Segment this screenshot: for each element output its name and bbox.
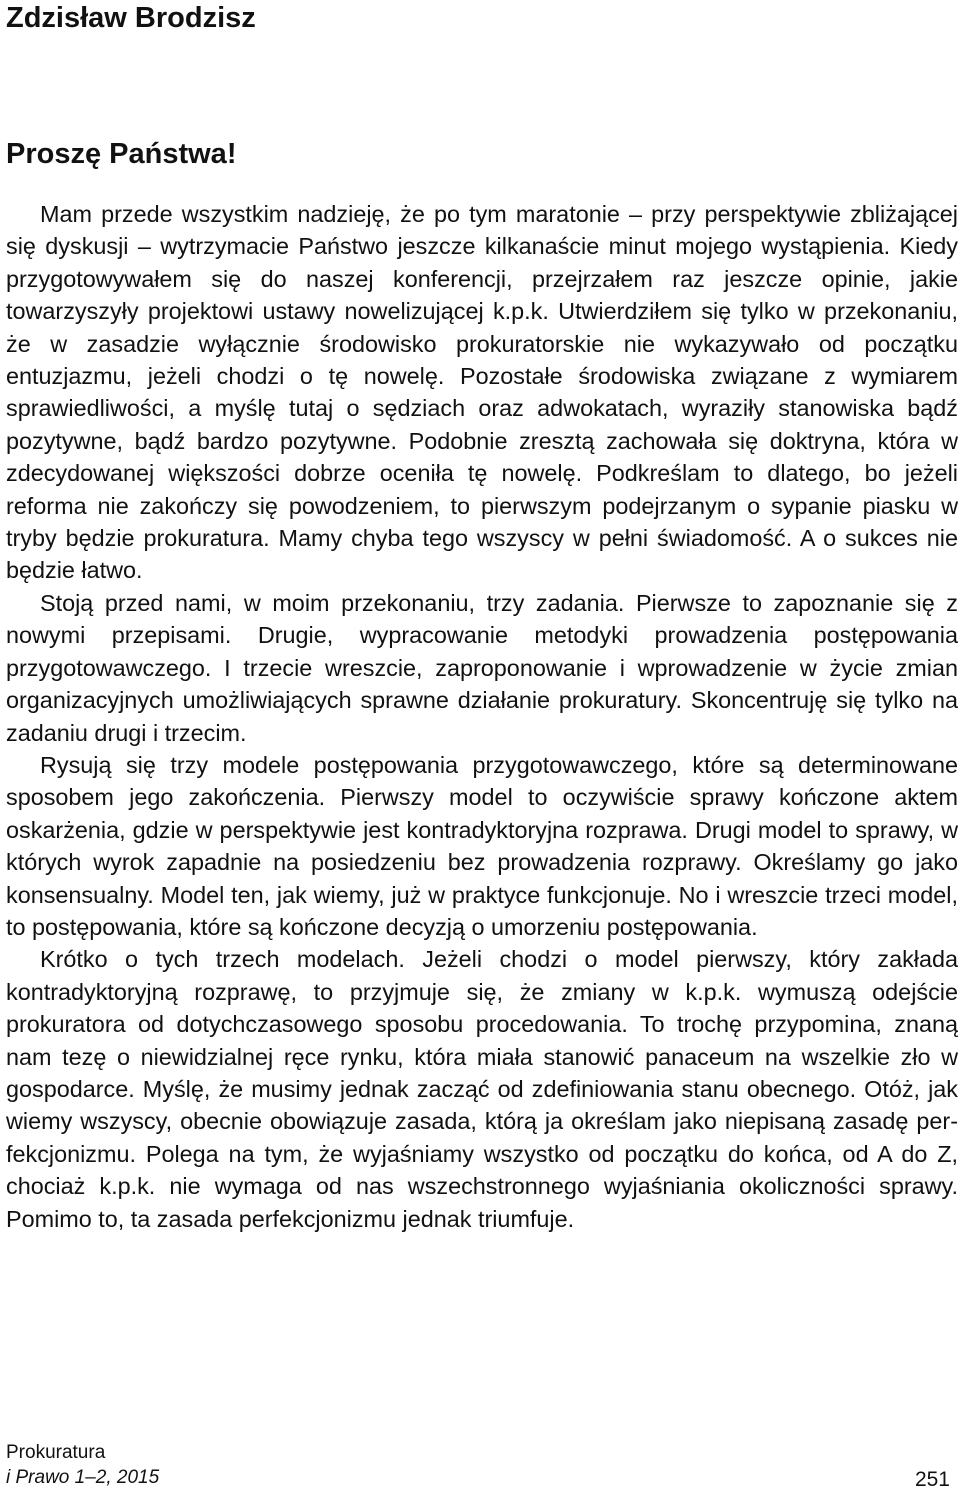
author-name: Zdzisław Brodzisz	[6, 2, 256, 34]
page-number: 251	[914, 1468, 950, 1491]
article-body	[6, 198, 958, 1235]
paragraph-2: Stoją przed nami, w moim przekonaniu, trzy zadania. Pierwsze to zapoznanie się z nowymi przepisami. Drugie, wypracowanie metodyki prowadzenia postępowania przygotowawczego. I trzecie wreszcie, zaproponowanie i wprowadzenie w życie zmian organizacyjnych umożliwiających sprawne działanie prokuratury. Skoncentruję się tylko na zadaniu drugi i trzecim.	[6, 589, 958, 746]
paragraph-3: Rysują się trzy modele postępowania przygotowawczego, które są determinowane sposobem jego zakończenia. Pierwszy model to oczywiście sprawy kończone aktem oskarżenia, gdzie w perspektywie jest kontradyktoryjna rozprawa. Drugi model to sprawy, w których wyrok zapadnie na posiedzeniu bez prowadzenia rozprawy. Określamy go jako konsensualny. Model ten, jak wiemy, już w praktyce funkcjonuje. No i wreszcie trzeci model, to postępowania, które są kończone decyzją o umorzeniu postępowania.	[6, 751, 958, 940]
journal-name: Prokuratura	[6, 1442, 106, 1463]
salutation-heading: Proszę Państwa!	[6, 138, 237, 170]
paragraph-4: Krótko o tych trzech modelach. Jeżeli chodzi o model pierwszy, który zakłada kontradyktoryjną rozprawę, to przyjmuje się, że zmiany w k.p.k. wymuszą odejście prokuratora od dotychczasowego sposobu procedowania. To trochę przypomina, znaną nam tezę o niewidzialnej ręce rynku, która miała stanowić panaceum na wszelkie zło w gospodarce. Myślę, że musimy jednak zacząć od zdefiniowania stanu obecnego. Otóż, jak wiemy wszyscy, obecnie obowiązuje zasada, którą ja określam jako niepisaną zasadę perfekcjonizmu. Polega na tym, że wyjaśniamy wszystko od początku do końca, od A do Z, chociaż k.p.k. nie wymaga od nas wszechstronnego wyjaśniania okoliczności sprawy. Pomimo to, ta zasada perfekcjonizmu jednak triumfuje.	[6, 946, 958, 1232]
journal-footer	[6, 1440, 159, 1490]
paragraph-1: Mam przede wszystkim nadzieję, że po tym maratonie – przy perspektywie zbliżającej się dyskusji – wytrzymacie Państwo jeszcze kilkanaście minut mojego wystąpienia. Kiedy przygotowywałem się do naszej konferencji, przejrzałem raz jeszcze opinie, jakie towarzyszyły projektowi ustawy nowelizującej k.p.k. Utwierdziłem się tylko w przekonaniu, że w zasadzie wyłącznie środowisko prokuratorskie nie wykazywało od początku entuzjazmu, jeżeli chodzi o tę nowelę. Pozostałe środowiska związane z wymiarem sprawiedliwości, a myślę tutaj o sędziach oraz adwokatach, wyraziły stanowiska bądź pozytywne, bądź bardzo pozytywne. Podobnie zresztą zachowała się doktryna, która w zdecydowanej większości dobrze oceniła tę nowelę. Podkreślam to dlatego, bo jeżeli reforma nie zakończy się powodzeniem, to pierwszym podejrzanym o sypanie piasku w tryby będzie prokuratura. Mamy chyba tego wszyscy w pełni świadomość. A o sukces nie będzie łatwo.	[6, 201, 958, 584]
journal-issue: i Prawo 1–2, 2015	[6, 1467, 160, 1488]
